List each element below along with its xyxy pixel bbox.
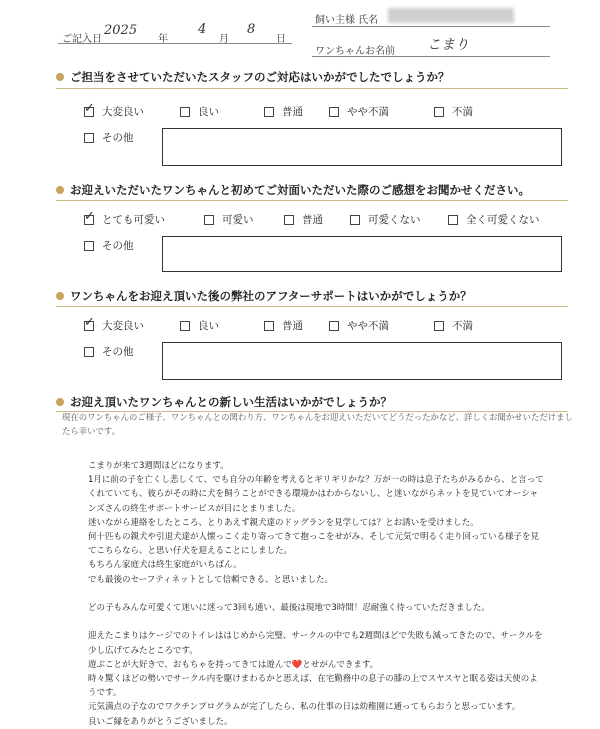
- q2-option-very-cute[interactable]: ✓ とても可愛い: [84, 208, 165, 226]
- q4-description-line-2: たら幸いです。: [62, 426, 120, 436]
- message-line: 何十匹もの親犬や引退犬達が人懐っこく走り寄ってきて抱っこをせがみ、そして元気で明るく走り回っている様子を見: [88, 532, 540, 543]
- check-mark-icon: ✓: [84, 100, 95, 116]
- q3-option-good[interactable]: 良い: [180, 318, 219, 333]
- q2-bullet-icon: [56, 186, 64, 194]
- message-line: 時々驚くほどの勢いでサークル内を駆けまわるかと思えば、在宅勤務中の息子の膝の上でスヤスヤと眠る姿は天使のよ: [88, 674, 538, 685]
- message-body: [88, 459, 544, 729]
- message-line: てこちらなら、と思い仔犬を迎えることにしました。: [88, 546, 293, 557]
- checkbox[interactable]: [329, 107, 339, 117]
- q1-option-very-good[interactable]: ✓ 大変良い: [84, 100, 144, 118]
- q2-title: お迎えいただいたワンちゃんと初めてご対面いただいた際のご感想をお聞かせください。: [70, 183, 530, 197]
- dog-name: こまり: [427, 37, 469, 53]
- q3-option-other[interactable]: その他: [84, 344, 134, 359]
- checkbox[interactable]: [84, 133, 94, 143]
- message-line: 良いご縁をありがとうございました。: [88, 716, 233, 727]
- checkbox[interactable]: [329, 321, 339, 331]
- message-line: どの子もみんな可愛くて迷いに迷って3回も通い、最後は現地で3時間！忍耐強く待っていただきました。: [88, 603, 490, 614]
- q3-separator: [56, 306, 568, 307]
- q3-option-very-good[interactable]: ✓ 大変良い: [84, 314, 144, 332]
- message-line: うです。: [88, 688, 122, 699]
- message-line: 迎えたこまりはケージでのトイレははじめから完璧、サークルの中でも2週間ほどで失敗も減ってきたので、サークルを: [88, 631, 543, 642]
- q1-title: ご担当をさせていただいたスタッフのご対応はいかがでしたでしょうか？: [70, 70, 450, 84]
- q3-bullet-icon: [56, 292, 64, 300]
- q1-option-normal[interactable]: 普通: [264, 104, 303, 119]
- date-month: 4: [198, 22, 207, 37]
- message-line: こまりが来て3週間ほどになります。: [88, 461, 229, 471]
- q2-other-textbox[interactable]: [162, 236, 562, 272]
- owner-name-label: 飼い主様 氏名: [315, 15, 379, 26]
- message-line: 少し広げてみたところです。: [88, 645, 198, 656]
- q1-option-good[interactable]: 良い: [180, 104, 219, 119]
- date-label: ご記入日: [62, 34, 102, 45]
- checkbox[interactable]: [84, 241, 94, 251]
- message-line: [88, 615, 544, 629]
- checkbox[interactable]: [84, 208, 95, 225]
- q2-option-normal[interactable]: 普通: [284, 212, 323, 227]
- q1-option-other[interactable]: その他: [84, 130, 134, 145]
- q2-option-not-cute[interactable]: 可愛くない: [350, 212, 421, 227]
- month-label: 月: [219, 34, 229, 45]
- checkbox[interactable]: [84, 314, 95, 331]
- date-day: 8: [247, 22, 256, 37]
- checkbox[interactable]: [264, 321, 274, 331]
- owner-name-redacted: [388, 8, 514, 23]
- dog-name-label: ワンちゃんお名前: [315, 46, 395, 57]
- q3-title: ワンちゃんをお迎え頂いた後の弊社のアフターサポートはいかがでしょうか？: [70, 289, 472, 303]
- message-line: もちろん家庭犬は終生家庭がいちばん。: [88, 560, 242, 571]
- checkbox[interactable]: [284, 215, 294, 225]
- message-line: 迷いながら連絡をしたところ、とりあえず親犬達のドッグランを見学しては？とお誘いを受けました。: [88, 517, 479, 528]
- checkbox[interactable]: [350, 215, 360, 225]
- message-line: ンズさんの終生サポートサービスが目にとまりました。: [88, 503, 301, 514]
- q1-option-somewhat-dissatisfied[interactable]: やや不満: [329, 104, 389, 119]
- q3-option-dissatisfied[interactable]: 不満: [434, 318, 473, 333]
- check-mark-icon: ✓: [84, 208, 95, 224]
- checkbox[interactable]: [448, 215, 458, 225]
- checkbox[interactable]: [180, 107, 190, 117]
- message-line: でも最後のセーフティネットとして信頼できる、と思いました。: [88, 574, 334, 585]
- q1-separator: [56, 88, 568, 89]
- message-line: 遊ぶことが大好きで、おもちゃを持ってきては遊んで❤️とせがんできます。: [88, 659, 379, 670]
- checkbox[interactable]: [84, 347, 94, 357]
- check-mark-icon: ✓: [84, 314, 95, 330]
- date-underline: [58, 43, 292, 44]
- q4-title: お迎え頂いたワンちゃんとの新しい生活はいかがでしょうか？: [70, 395, 392, 409]
- q2-option-other[interactable]: その他: [84, 238, 134, 253]
- checkbox[interactable]: [84, 100, 95, 117]
- q3-option-somewhat-dissatisfied[interactable]: やや不満: [329, 318, 389, 333]
- checkbox[interactable]: [180, 321, 190, 331]
- year-label: 年: [158, 34, 168, 45]
- q4-bullet-icon: [56, 398, 64, 406]
- message-line: [88, 587, 544, 601]
- q3-option-normal[interactable]: 普通: [264, 318, 303, 333]
- q1-bullet-icon: [56, 73, 64, 81]
- day-label: 日: [276, 34, 286, 45]
- checkbox[interactable]: [434, 107, 444, 117]
- message-line: 元気満点の子なのでワクチンプログラムが完了したら、私の仕事の日は幼稚園に通ってもらおうと思っています。: [88, 702, 521, 713]
- date-year: 2025: [104, 23, 138, 38]
- owner-underline: [312, 26, 550, 27]
- checkbox[interactable]: [264, 107, 274, 117]
- q1-other-textbox[interactable]: [162, 128, 562, 166]
- q2-separator: [56, 200, 568, 201]
- q2-option-not-cute-at-all[interactable]: 全く可愛くない: [448, 212, 540, 227]
- checkbox[interactable]: [204, 215, 214, 225]
- message-line: 1月に前の子を亡くし悲しくて、でも自分の年齢を考えるとギリギリかな？万が一の時は息子たちがみるから、と言って: [88, 475, 544, 486]
- message-line: くれていても、彼らがその時に犬を飼うことができる環境かはわからないし、と迷いながらネットを見ていてオーシャ: [88, 489, 539, 500]
- q4-description-line-1: 現在のワンちゃんのご様子、ワンちゃんとの関わり方、ワンちゃんをお迎えいただいてどうだったかなど、詳しくお聞かせいただけまし: [62, 412, 573, 422]
- q3-other-textbox[interactable]: [162, 342, 562, 380]
- q2-option-cute[interactable]: 可愛い: [204, 212, 254, 227]
- dog-name-underline: [312, 56, 550, 57]
- q1-option-dissatisfied[interactable]: 不満: [434, 104, 473, 119]
- checkbox[interactable]: [434, 321, 444, 331]
